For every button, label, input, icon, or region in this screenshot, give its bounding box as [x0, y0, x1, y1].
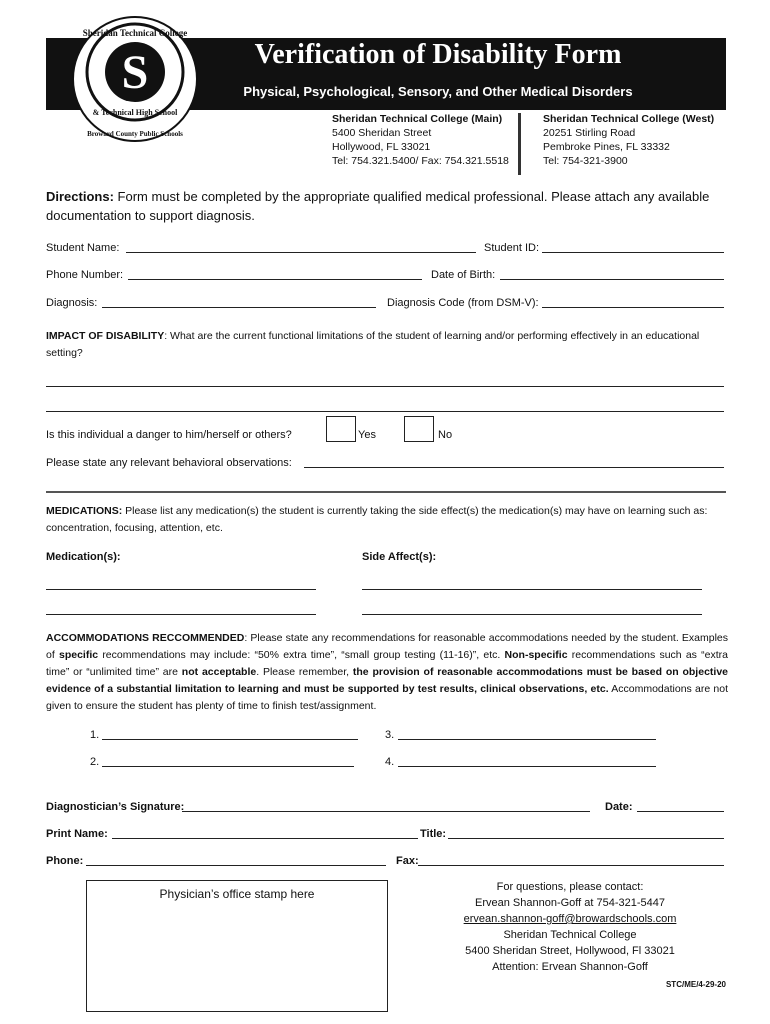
- contact-line-2: Ervean Shannon-Goff at 754-321-5447: [475, 897, 665, 909]
- west-campus-name: Sheridan Technical College (West): [543, 113, 715, 125]
- accommodations-text-1: : Please state any recommendations for reasonable accommodations needed by the student. Examples of: [46, 632, 728, 661]
- contact-email-link[interactable]: ervean.shannon-goff@browardschools.com: [463, 913, 677, 925]
- svg-text:Broward County Public Schools: Broward County Public Schools: [87, 130, 183, 138]
- accommodation-1-number: 1.: [90, 729, 100, 741]
- main-campus-name: Sheridan Technical College (Main): [332, 113, 503, 125]
- accommodations-text-4: Non-specific: [504, 649, 568, 661]
- accommodations-text-3: recommendations may include: “50% extra time”, “small group testing (11-16)”, etc.: [98, 649, 505, 661]
- danger-no-label: No: [438, 429, 453, 441]
- medication-line-2[interactable]: [46, 614, 316, 615]
- student-name-field[interactable]: [126, 252, 476, 253]
- print-name-field[interactable]: [112, 838, 418, 839]
- address-divider: [518, 113, 521, 175]
- student-id-label: Student ID:: [484, 242, 540, 254]
- form-code: STC/ME/4-29-20: [665, 980, 726, 989]
- accommodation-3-field[interactable]: [398, 739, 656, 740]
- medication-line-1[interactable]: [46, 589, 316, 590]
- accommodations-text-7: . Please remember,: [256, 666, 353, 678]
- phone-label: Phone:: [46, 855, 84, 867]
- print-name-label: Print Name:: [46, 828, 108, 840]
- accommodation-1-field[interactable]: [102, 739, 358, 740]
- danger-yes-label: Yes: [358, 429, 376, 441]
- impact-line-2[interactable]: [46, 411, 724, 412]
- diagnosis-field[interactable]: [102, 307, 376, 308]
- fax-label: Fax:: [396, 855, 419, 867]
- accommodations-text-5: recommendations such as “extra time” or “unlimited time” are: [46, 649, 728, 678]
- impact-line-1[interactable]: [46, 386, 724, 387]
- accommodations-label: ACCOMMODATIONS RECCOMMENDED: [46, 632, 245, 644]
- main-campus-street: 5400 Sheridan Street: [332, 127, 432, 139]
- diagnosis-label: Diagnosis:: [46, 297, 98, 309]
- accommodation-4-number: 4.: [385, 756, 395, 768]
- side-affect-line-1[interactable]: [362, 589, 702, 590]
- phone-field[interactable]: [86, 865, 386, 866]
- directions-label: Directions:: [46, 189, 114, 204]
- svg-text:& Technical High School: & Technical High School: [92, 108, 178, 117]
- medications-text: Please list any medication(s) the student is currently taking the side effect(s) the medication(s) may have on learning such as: concentration, focusing, attention, etc.: [46, 505, 708, 534]
- signature-field[interactable]: [182, 811, 590, 812]
- danger-yes-checkbox[interactable]: [326, 416, 356, 442]
- medication-column-label: Medication(s):: [46, 551, 121, 563]
- accommodation-3-number: 3.: [385, 729, 395, 741]
- form-subtitle: Physical, Psychological, Sensory, and Other Medical Disorders: [243, 84, 633, 99]
- stamp-label: Physician’s office stamp here: [159, 887, 315, 901]
- main-campus-city: Hollywood, FL 33021: [332, 141, 431, 153]
- directions-text: Form must be completed by the appropriate qualified medical professional. Please attach any available documentation to support diagnosis.: [46, 189, 710, 223]
- accommodations-text-9: Accommodations are not given to ensure the student has plenty of time to finish test/assignment.: [46, 683, 728, 712]
- contact-line-1: For questions, please contact:: [496, 881, 644, 893]
- signature-label: Diagnostician’s Signature:: [46, 801, 185, 813]
- west-campus-city: Pembroke Pines, FL 33332: [543, 141, 670, 153]
- impact-label: IMPACT OF DISABILITY: [46, 330, 165, 342]
- accommodations-text-8: the provision of reasonable accommodations must be based on objective evidence of a substantial limitation to learning and must be supported by test results, clinical observations, etc.: [46, 666, 728, 695]
- side-affect-line-2[interactable]: [362, 614, 702, 615]
- contact-line-6: Attention: Ervean Shannon-Goff: [492, 961, 648, 973]
- west-campus-street: 20251 Stirling Road: [543, 127, 636, 139]
- dob-field[interactable]: [500, 279, 724, 280]
- svg-text:Sheridan Technical College: Sheridan Technical College: [82, 28, 188, 38]
- medications-label: MEDICATIONS:: [46, 505, 123, 517]
- main-campus-phone: Tel: 754.321.5400/ Fax: 754.321.5518: [332, 155, 509, 167]
- phone-number-field[interactable]: [128, 279, 422, 280]
- accommodation-2-number: 2.: [90, 756, 100, 768]
- section-divider: [46, 491, 726, 493]
- accommodation-2-field[interactable]: [102, 766, 354, 767]
- accommodation-4-field[interactable]: [398, 766, 656, 767]
- student-name-label: Student Name:: [46, 242, 120, 254]
- physician-stamp-box[interactable]: [86, 880, 388, 1012]
- title-field[interactable]: [448, 838, 724, 839]
- date-field[interactable]: [637, 811, 724, 812]
- accommodations-text-2: specific: [58, 649, 99, 661]
- date-label: Date:: [605, 801, 633, 813]
- dob-label: Date of Birth:: [431, 269, 496, 281]
- student-id-field[interactable]: [542, 252, 724, 253]
- danger-question: Is this individual a danger to him/herself or others?: [46, 429, 292, 441]
- behavior-label: Please state any relevant behavioral observations:: [46, 457, 292, 469]
- school-seal-logo: [70, 14, 200, 144]
- contact-line-4: Sheridan Technical College: [503, 929, 637, 941]
- title-label: Title:: [420, 828, 447, 840]
- main-campus-address: [332, 112, 512, 168]
- diagnosis-code-field[interactable]: [542, 307, 724, 308]
- contact-line-5: 5400 Sheridan Street, Hollywood, Fl 33021: [465, 945, 675, 957]
- medications-instructions: [46, 503, 728, 537]
- impact-text: : What are the current functional limitations of the student of learning and/or performing effectively in an educational setting?: [46, 330, 700, 359]
- directions: [46, 187, 736, 225]
- contact-block: [430, 879, 710, 975]
- danger-no-checkbox[interactable]: [404, 416, 434, 442]
- accommodations-instructions: [46, 630, 728, 715]
- west-campus-address: [543, 112, 733, 168]
- west-campus-phone: Tel: 754-321-3900: [543, 155, 628, 167]
- form-title: Verification of Disability Form: [254, 39, 622, 70]
- side-affect-column-label: Side Affect(s):: [362, 551, 437, 563]
- behavior-field[interactable]: [304, 467, 724, 468]
- accommodations-text-6: not acceptable: [181, 666, 257, 678]
- svg-text:S: S: [121, 46, 149, 99]
- impact-question: [46, 328, 728, 362]
- diagnosis-code-label: Diagnosis Code (from DSM-V):: [387, 297, 539, 309]
- fax-field[interactable]: [418, 865, 724, 866]
- phone-number-label: Phone Number:: [46, 269, 124, 281]
